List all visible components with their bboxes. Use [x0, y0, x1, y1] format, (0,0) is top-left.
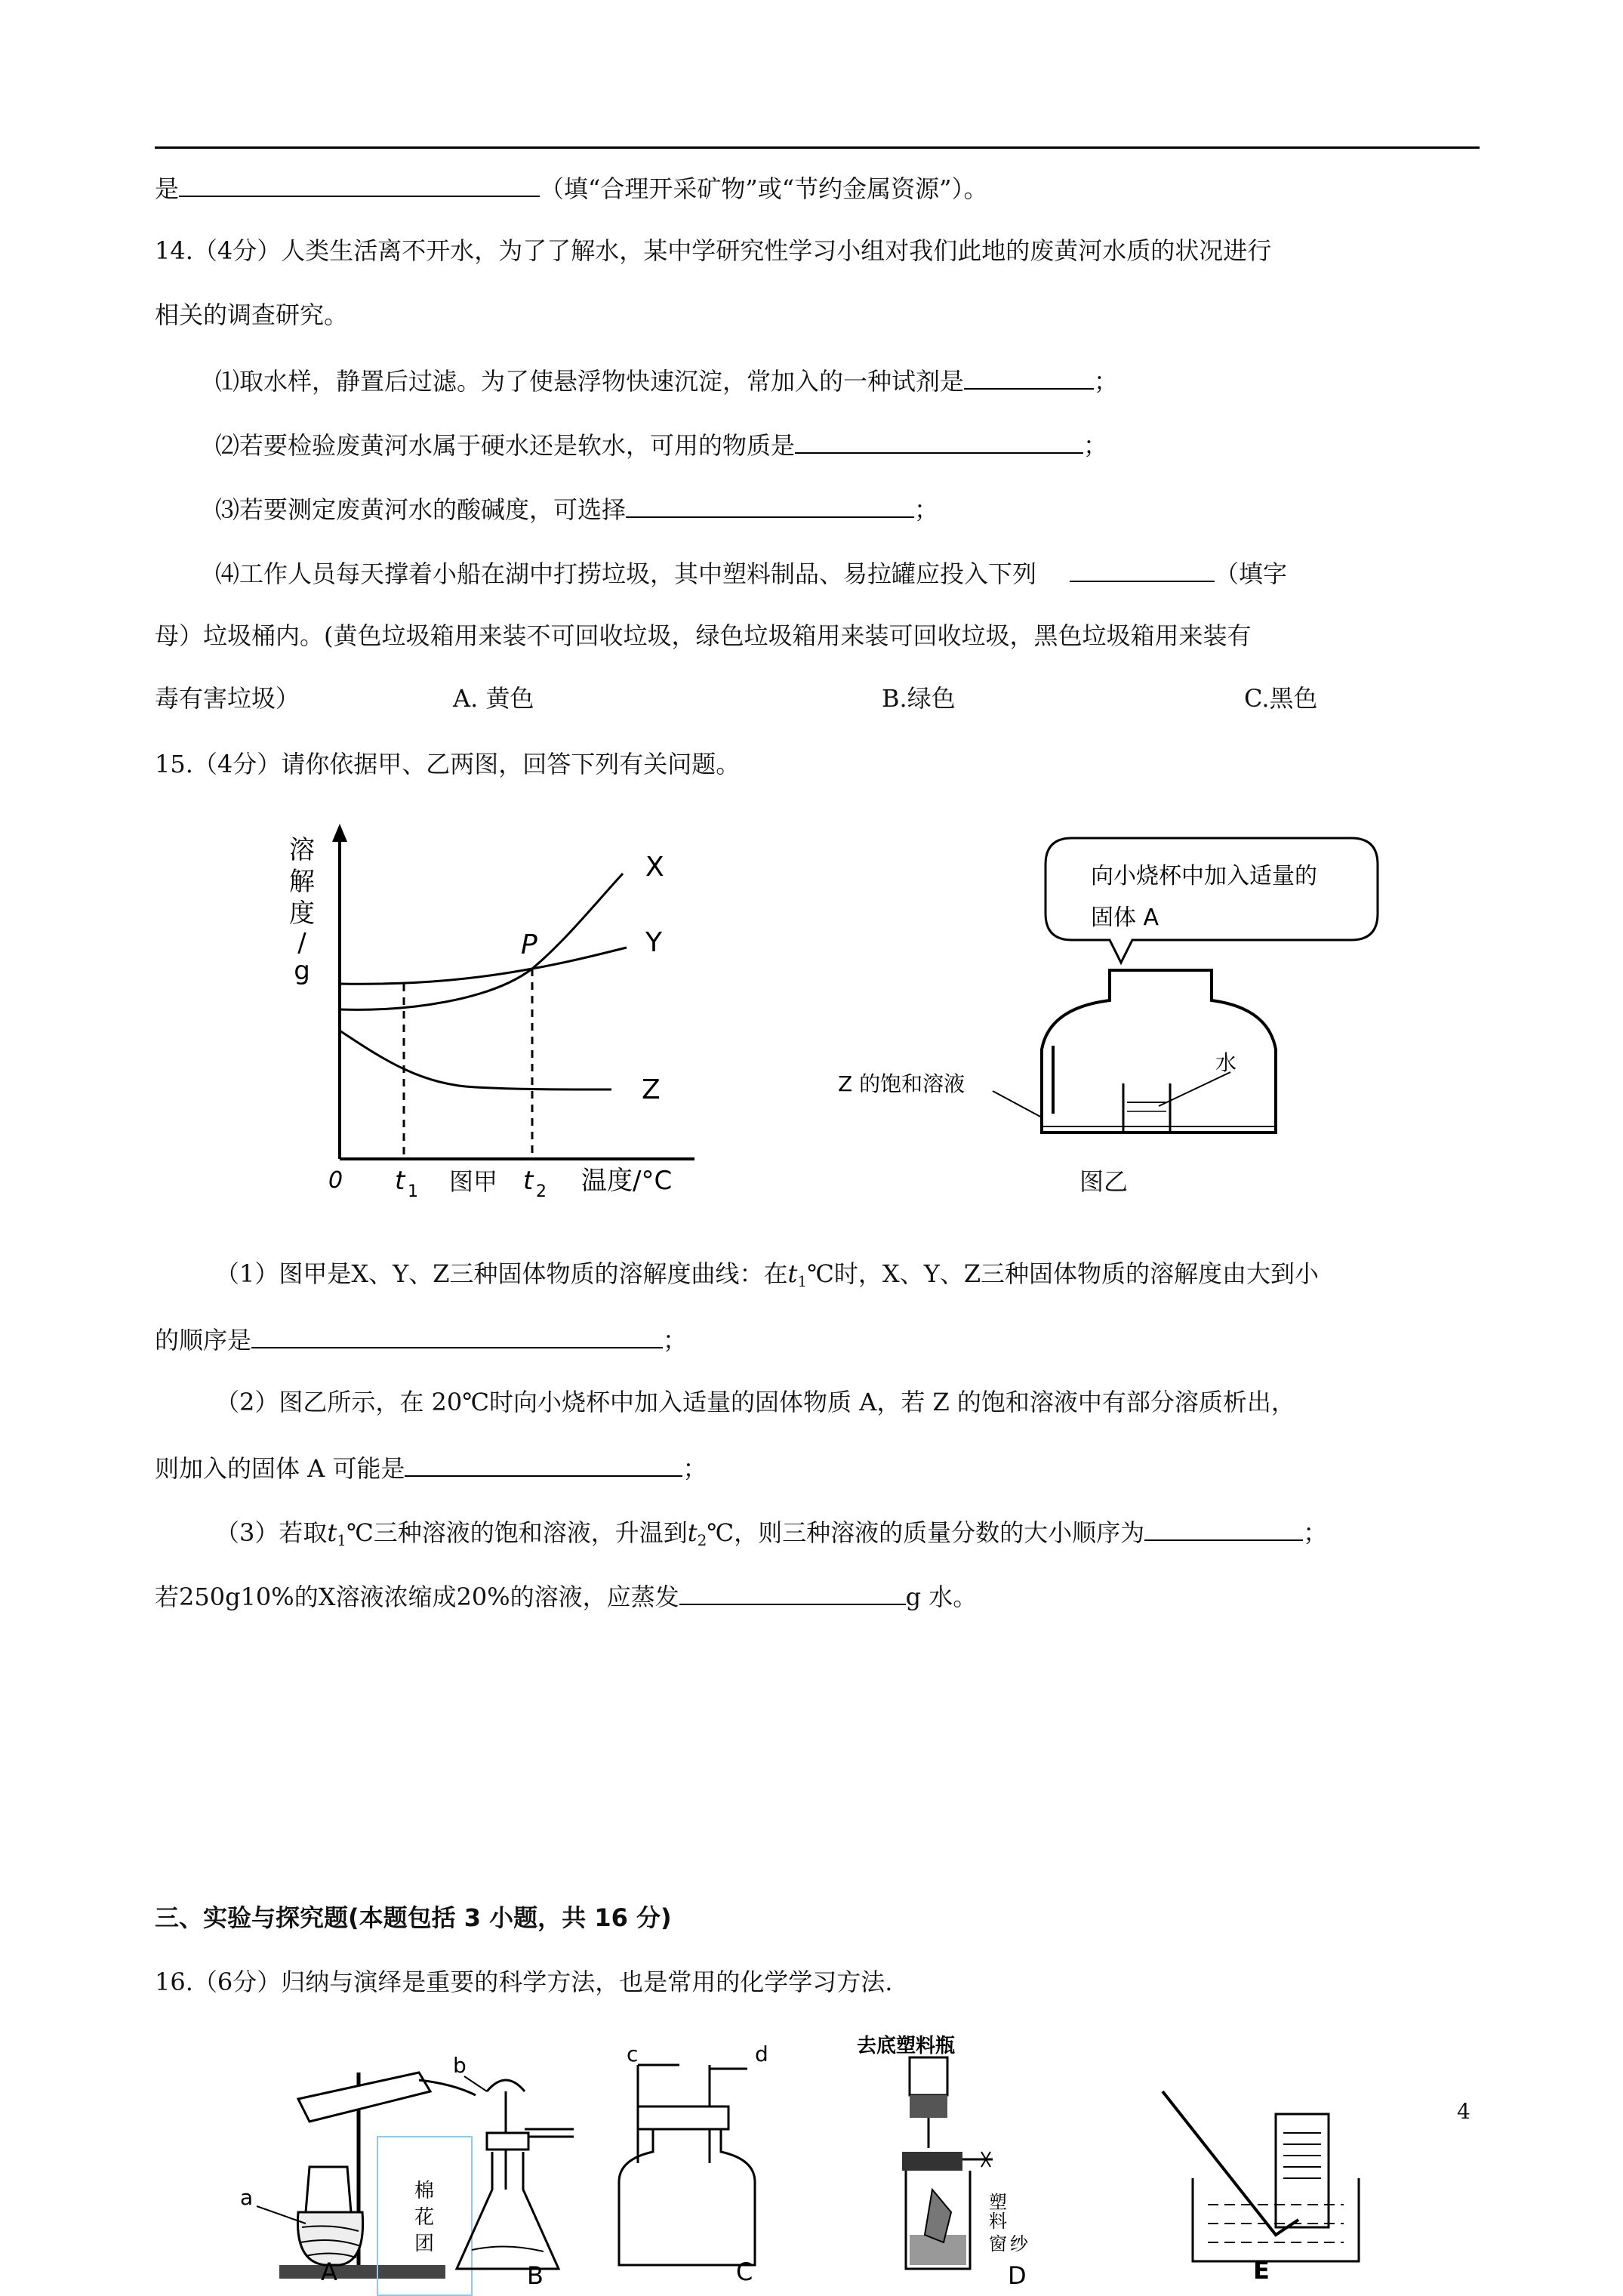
t2-sub: 2 [536, 1182, 547, 1201]
q15-part3: （3）若取$t_1℃$三种溶液的饱和溶液，升温到$t_2℃$，则三种溶液的质量分数的大小顺序为 ； [215, 1514, 1327, 1557]
caption-d: D [1008, 2261, 1027, 2290]
label-y: Y [645, 927, 662, 958]
section-title: 三、实验与探究题(本题包括 3 小题，共 16 分) [155, 1903, 672, 1932]
y-label-char: 度 [289, 898, 315, 929]
answer-blank[interactable] [1070, 555, 1215, 582]
bottle-diagram [823, 831, 1472, 1155]
q14-options: 毒有害垃圾） [155, 684, 300, 713]
label-c: c [627, 2042, 639, 2066]
q15-part3-cont: 若250g10%的X溶液浓缩成20%的溶液，应蒸发 g 水。 [155, 1578, 977, 1613]
q15-part2: （2）图乙所示，在 20℃时向小烧杯中加入适量的固体物质 A，若 Z 的饱和溶液中有部分溶质析出， [215, 1388, 1295, 1416]
label-p: P [521, 929, 537, 960]
label-b: b [453, 2053, 467, 2078]
t2-label: t [523, 1166, 534, 1196]
y-axis-arrow [332, 824, 347, 842]
curve-y [340, 948, 627, 984]
answer-blank[interactable] [405, 1450, 682, 1477]
answer-blank[interactable] [964, 362, 1094, 390]
q14-part2: ⑵若要检验废黄河水属于硬水还是软水，可用的物质是 ； [215, 427, 1107, 462]
caption-yi: 图乙 [1079, 1167, 1129, 1196]
y-label-char: g [294, 956, 310, 986]
apparatus-a [240, 2073, 476, 2279]
small-beaker [1123, 1083, 1170, 1133]
answer-blank[interactable] [626, 491, 914, 518]
pointer-line [993, 1091, 1042, 1117]
caption-jia: 图甲 [449, 1167, 498, 1196]
continuation-line: 是 （填“合理开采矿物”或“节约金属资源”）。 [155, 170, 987, 205]
caption-a: A [321, 2257, 337, 2286]
label-a: a [240, 2185, 254, 2210]
curve-x [340, 874, 623, 1009]
curve-z [340, 1031, 611, 1089]
label-z: Z [642, 1074, 661, 1105]
label-saturated-solution: Z 的饱和溶液 [838, 1071, 965, 1096]
y-label-char: 溶 [289, 835, 315, 865]
wide-mouth-bottle [1042, 970, 1276, 1133]
answer-blank[interactable] [795, 427, 1083, 454]
cotton-label-char: 团 [414, 2233, 435, 2255]
answer-blank[interactable] [679, 1578, 906, 1605]
apparatus-d [857, 2034, 1029, 2269]
option-b: B.绿色 [882, 684, 956, 713]
q16-stem: 16.（6分）归纳与演绎是重要的科学方法，也是常用的化学学习方法. [155, 1968, 893, 1996]
answer-blank[interactable] [179, 170, 540, 197]
mesh-label-char: 塑 [989, 2192, 1007, 2213]
option-c: C.黑色 [1244, 684, 1318, 713]
page-number: 4 [1457, 2099, 1471, 2124]
speech-bubble [1046, 838, 1378, 963]
cotton-label-char: 花 [414, 2206, 435, 2229]
q15-part2-cont: 则加入的固体 A 可能是 ； [155, 1450, 707, 1485]
mesh-label-char: 料 [989, 2211, 1007, 2232]
y-label-char: / [297, 928, 306, 958]
t1-label: t [395, 1166, 405, 1196]
q14-stem-cont: 相关的调查研究。 [155, 300, 349, 329]
header-rule [155, 146, 1480, 149]
bubble-text-1: 向小烧杯中加入适量的 [1091, 863, 1317, 889]
q15-part1: （1）图甲是X、Y、Z三种固体物质的溶解度曲线：在$t_1℃$时，X、Y、Z三种固体物质的溶解度由大到小 [215, 1259, 1320, 1290]
cotton-label-char: 棉 [414, 2180, 435, 2202]
q14-part3: ⑶若要测定废黄河水的酸碱度，可选择 ； [215, 491, 938, 526]
caption-b: B [527, 2261, 544, 2290]
mesh-label-char: 纱 [1010, 2233, 1028, 2254]
answer-blank[interactable] [1144, 1514, 1303, 1541]
label-d: d [755, 2042, 768, 2066]
caption-e: E [1253, 2256, 1270, 2285]
option-a: A. 黄色 [453, 684, 534, 713]
q14-part4: ⑷工作人员每天撑着小船在湖中打捞垃圾，其中塑料制品、易拉罐应投入下列 （填字 [215, 555, 1287, 590]
mesh-label-char: 窗 [989, 2233, 1007, 2254]
q15-stem: 15.（4分）请你依据甲、乙两图，回答下列有关问题。 [155, 750, 741, 778]
apparatus-c [619, 2042, 768, 2265]
bubble-text-2: 固体 A [1091, 905, 1160, 931]
q14-stem: 14.（4分）人类生活离不开水，为了了解水，某中学研究性学习小组对我们此地的废黄河水质的状况进行 [155, 236, 1272, 265]
q14-part4-cont: 母）垃圾桶内。(黄色垃圾箱用来装不可回收垃圾，绿色垃圾箱用来装可回收垃圾，黑色垃圾箱用来装有 [155, 621, 1252, 650]
y-label-char: 解 [289, 867, 315, 897]
origin-label: 0 [328, 1167, 343, 1194]
t1-sub: 1 [408, 1182, 418, 1201]
lab-apparatus-figure [226, 2008, 1419, 2295]
plastic-bottle-label: 去底塑料瓶 [857, 2035, 956, 2057]
label-water: 水 [1215, 1050, 1237, 1075]
q15-part1-cont: 的顺序是 ； [155, 1321, 687, 1357]
answer-blank[interactable] [251, 1321, 663, 1348]
label-x: X [645, 852, 664, 883]
caption-c: C [736, 2257, 753, 2286]
x-label: 温度/°C [581, 1166, 673, 1196]
apparatus-e [1163, 2091, 1359, 2261]
q14-part1: ⑴取水样，静置后过滤。为了使悬浮物快速沉淀，常加入的一种试剂是 ； [215, 362, 1118, 398]
